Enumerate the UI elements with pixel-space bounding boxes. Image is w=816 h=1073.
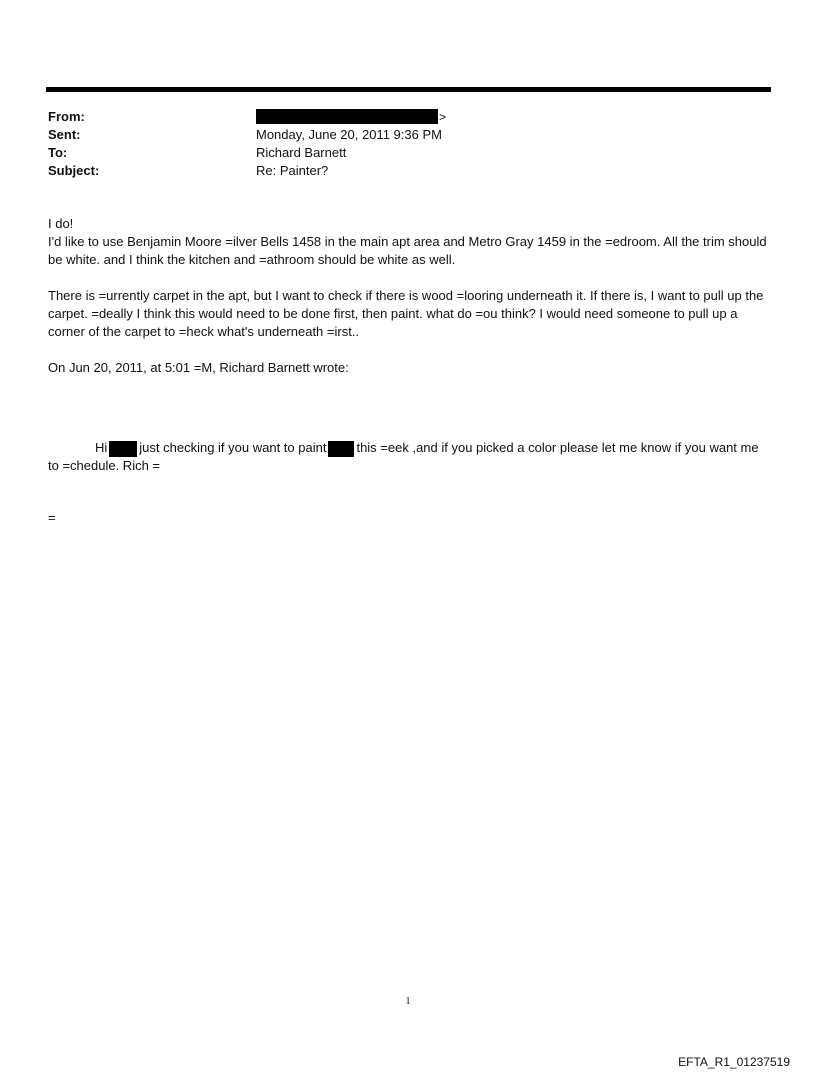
to-row xyxy=(48,144,768,162)
sent-label: Sent: xyxy=(48,127,81,142)
document-id: EFTA_R1_01237519 xyxy=(678,1055,790,1069)
sent-row xyxy=(48,126,768,144)
subject-label: Subject: xyxy=(48,163,100,178)
redaction-block xyxy=(256,109,438,124)
to-label: To: xyxy=(48,145,68,160)
quoted-rest: this =eek ,and if you picked a color please let me know if you want me to =chedule. Rich = xyxy=(48,440,759,473)
body-paragraph-colors: I'd like to use Benjamin Moore =ilver Bells 1458 in the main apt area and Metro Gray 1459 in the =edroom. All the trim should be white. and I think the kitchen and =athroom should be white as well. xyxy=(48,234,767,267)
header-rule xyxy=(46,87,771,92)
from-row xyxy=(48,108,768,126)
quote-intro: On Jun 20, 2011, at 5:01 =M, Richard Barnett wrote: xyxy=(48,360,349,375)
to-value: Richard Barnett xyxy=(256,145,347,160)
from-label: From: xyxy=(48,109,85,124)
subject-row xyxy=(48,162,768,180)
redaction-block xyxy=(328,441,354,457)
from-value xyxy=(256,108,446,126)
body-line-greeting: I do! xyxy=(48,216,74,231)
page-number: 1 xyxy=(405,996,411,1007)
quoted-message xyxy=(48,439,770,475)
body-paragraph-carpet: There is =urrently carpet in the apt, but I want to check if there is wood =looring underneath it. If there is, I want to pull up the carpet. =deally I think this would need to be done first, then paint. what do =ou think? I would need someone to pull up a corner of the carpet to =heck what's underneath =irst.. xyxy=(48,288,764,339)
trailing-char: = xyxy=(48,510,56,525)
redaction-block xyxy=(109,441,137,457)
quoted-hi: Hi xyxy=(95,440,108,455)
email-header xyxy=(48,108,768,180)
from-suffix: > xyxy=(439,110,447,124)
sent-value: Monday, June 20, 2011 9:36 PM xyxy=(256,127,442,142)
quoted-mid: just checking if you want to paint xyxy=(139,440,327,455)
subject-value: Re: Painter? xyxy=(256,163,329,178)
email-body xyxy=(48,215,770,527)
